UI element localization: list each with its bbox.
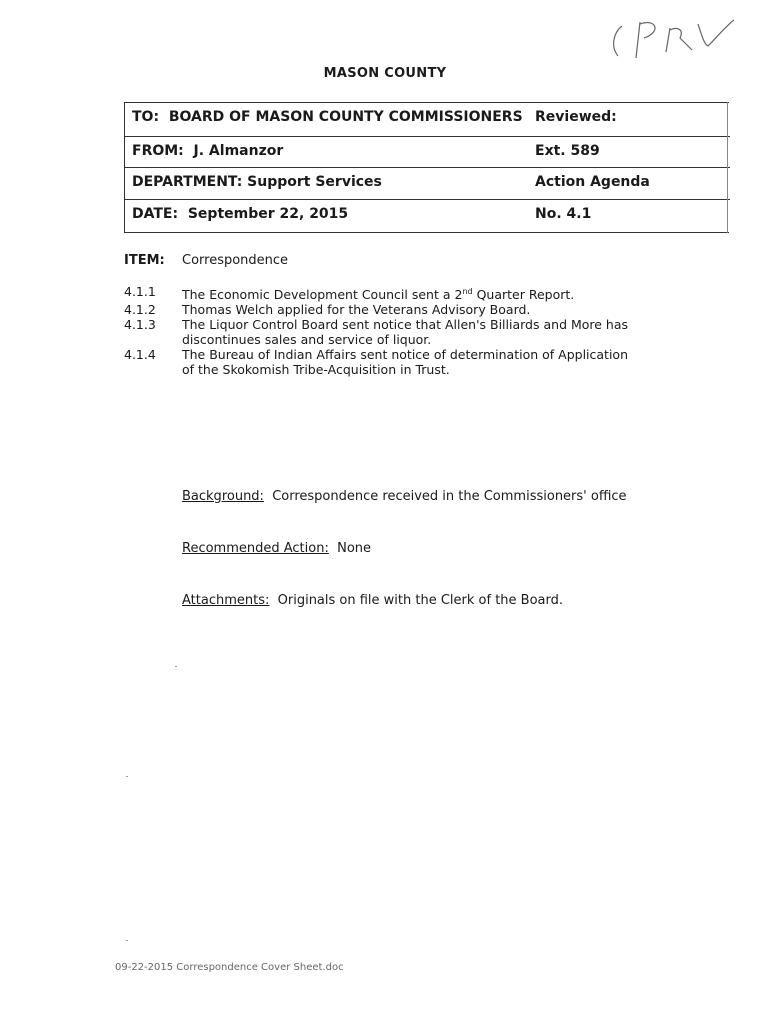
- date-value: September 22, 2015: [187, 206, 349, 222]
- list-item-superscript: nd: [462, 287, 473, 296]
- header-table: [124, 102, 729, 233]
- recommended-action-text: None: [337, 541, 372, 556]
- scan-speck: [175, 666, 177, 667]
- list-item: [124, 347, 644, 377]
- header-row-to: [125, 103, 730, 135]
- list-item-number: 4.1.4: [124, 347, 156, 363]
- header-row-department: [125, 167, 730, 200]
- department-value: Support Services: [247, 174, 382, 190]
- list-item-text: The Economic Development Council sent a 2: [182, 287, 463, 303]
- agenda-type: Action Agenda: [535, 174, 650, 190]
- handwritten-initials-signature: [600, 8, 740, 66]
- to-label: TO:: [132, 109, 160, 125]
- recommended-action-section: [182, 541, 371, 556]
- list-item-text-after: Quarter Report.: [472, 287, 575, 303]
- list-item: [124, 317, 644, 347]
- background-text: Correspondence received in the Commissioners' office: [272, 489, 627, 504]
- list-item-text: The Bureau of Indian Affairs sent notice of determination of Application of the Skokomish Tribe-Acquisition in Trust.: [182, 347, 628, 378]
- department-label: DEPARTMENT:: [132, 174, 243, 190]
- list-item: [124, 302, 644, 317]
- attachments-label: Attachments:: [182, 593, 270, 608]
- list-item-text: The Liquor Control Board sent notice that Allen's Billiards and More has discontinues sales and service of liquor.: [182, 317, 629, 348]
- reviewed-label: Reviewed:: [535, 109, 617, 125]
- extension: Ext. 589: [535, 143, 600, 159]
- recommended-action-label: Recommended Action:: [182, 541, 329, 556]
- scan-speck: [126, 940, 128, 941]
- header-row-date: [125, 199, 730, 233]
- attachments-section: [182, 593, 563, 608]
- date-label: DATE:: [132, 206, 179, 222]
- header-row-from: [125, 136, 730, 168]
- background-section: [182, 489, 627, 504]
- correspondence-list: [124, 284, 644, 377]
- footer-filename: 09-22-2015 Correspondence Cover Sheet.doc: [115, 962, 344, 973]
- header-right-edge: [727, 102, 728, 233]
- attachments-text: Originals on file with the Clerk of the Board.: [277, 593, 564, 608]
- item-number: No. 4.1: [535, 206, 592, 222]
- item-value: Correspondence: [182, 253, 289, 268]
- to-value: BOARD OF MASON COUNTY COMMISSIONERS: [168, 109, 523, 125]
- background-label: Background:: [182, 489, 264, 504]
- list-item-number: 4.1.1: [124, 284, 156, 299]
- list-item-number: 4.1.2: [124, 302, 156, 318]
- list-item-number: 4.1.3: [124, 317, 156, 333]
- from-value: J. Almanzor: [193, 143, 284, 159]
- list-item: [124, 284, 644, 302]
- list-item-text: Thomas Welch applied for the Veterans Advisory Board.: [182, 302, 531, 318]
- from-label: FROM:: [132, 143, 184, 159]
- scan-speck: [126, 776, 128, 777]
- county-title: MASON COUNTY: [323, 66, 447, 81]
- item-label: ITEM:: [124, 253, 165, 268]
